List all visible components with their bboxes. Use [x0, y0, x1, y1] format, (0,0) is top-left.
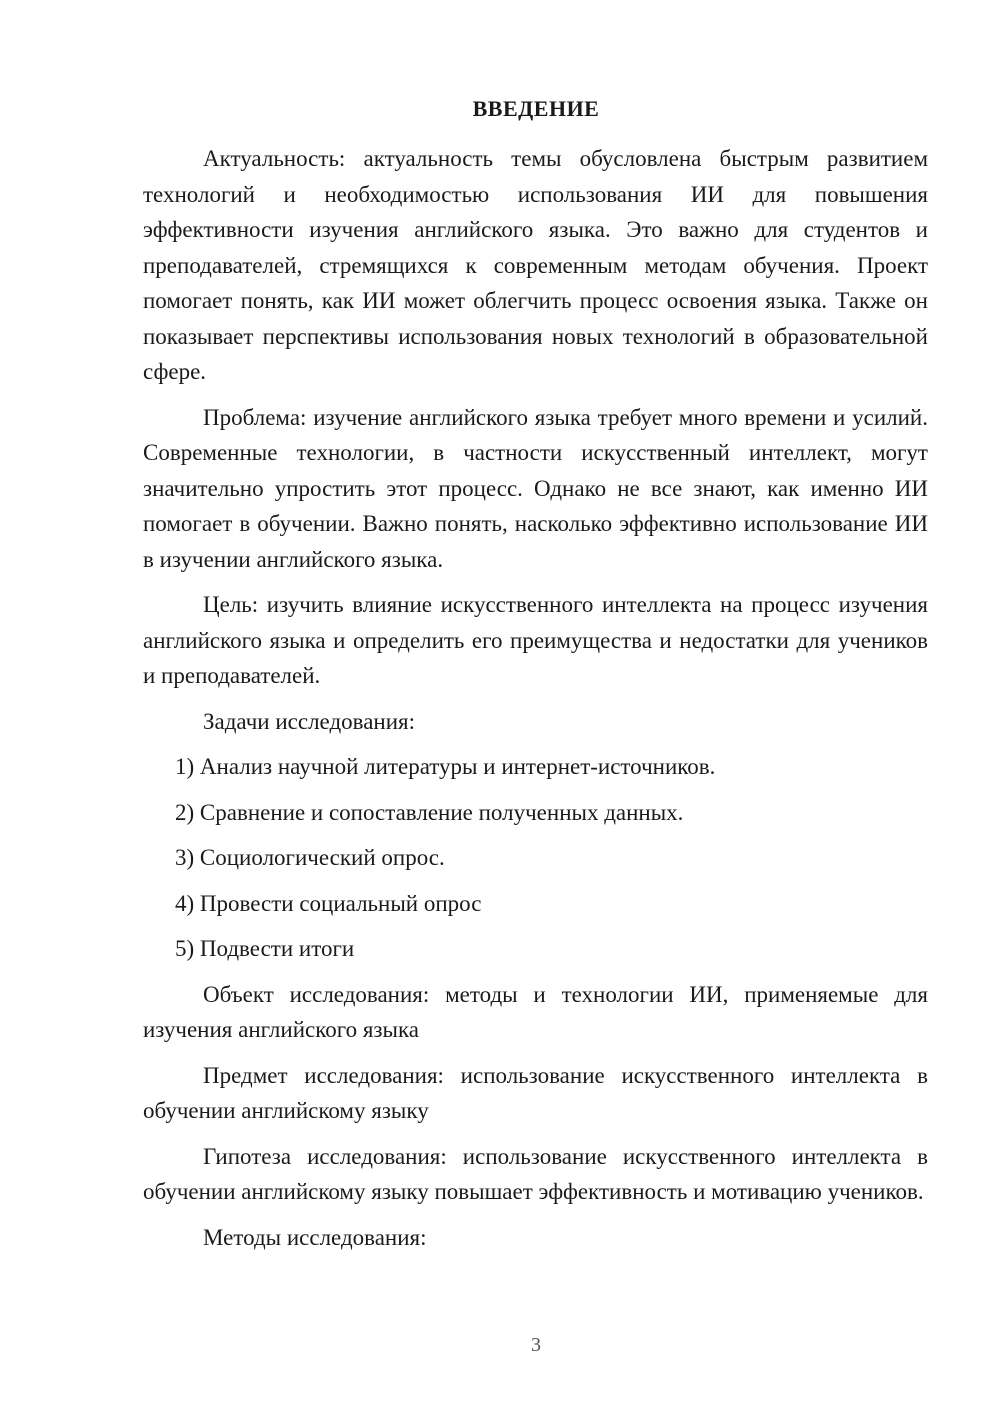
subject-paragraph: Предмет исследования: использование искусственного интеллекта в обучении английскому языку — [143, 1062, 928, 1123]
list-item: 3) Социологический опрос. — [175, 845, 445, 870]
document-body — [143, 141, 928, 1255]
hypothesis-paragraph: Гипотеза исследования: использование искусственного интеллекта в обучении английскому языку повышает эффективность и мотивацию учеников. — [143, 1143, 928, 1204]
methods-heading: Методы исследования: — [203, 1224, 427, 1250]
relevance-paragraph: Актуальность: актуальность темы обусловлена быстрым развитием технологий и необходимостью использования ИИ для повышения эффективности изучения английского языка. Это важно для студентов и преподавателей, стремящихся к современным методам обучения. Проект помогает понять, как ИИ может облегчить процесс освоения языка. Также он показывает перспективы использования новых технологий в образовательной сфере. — [143, 146, 928, 384]
object-paragraph: Объект исследования: методы и технологии ИИ, применяемые для изучения английского языка — [143, 981, 928, 1042]
tasks-list — [143, 749, 928, 967]
goal-paragraph: Цель: изучить влияние искусственного интеллекта на процесс изучения английского языка и определить его преимущества и недостатки для учеников и преподавателей. — [143, 592, 928, 688]
list-item: 2) Сравнение и сопоставление полученных данных. — [175, 799, 684, 825]
tasks-heading: Задачи исследования: — [203, 708, 416, 734]
list-item: 4) Провести социальный опрос — [175, 890, 482, 916]
page-number: 3 — [531, 1334, 541, 1356]
problem-paragraph: Проблема: изучение английского языка требует много времени и усилий. Современные технологии, в частности искусственный интеллект, могут значительно упростить этот процесс. Однако не все знают, как именно ИИ помогает в обучении. Важно понять, насколько эффективно использование ИИ в изучении английского языка. — [143, 404, 928, 572]
list-item: 1) Анализ научной литературы и интернет-источников. — [175, 754, 716, 779]
list-item: 5) Подвести итоги — [175, 936, 355, 961]
section-title: ВВЕДЕНИЕ — [472, 96, 600, 121]
